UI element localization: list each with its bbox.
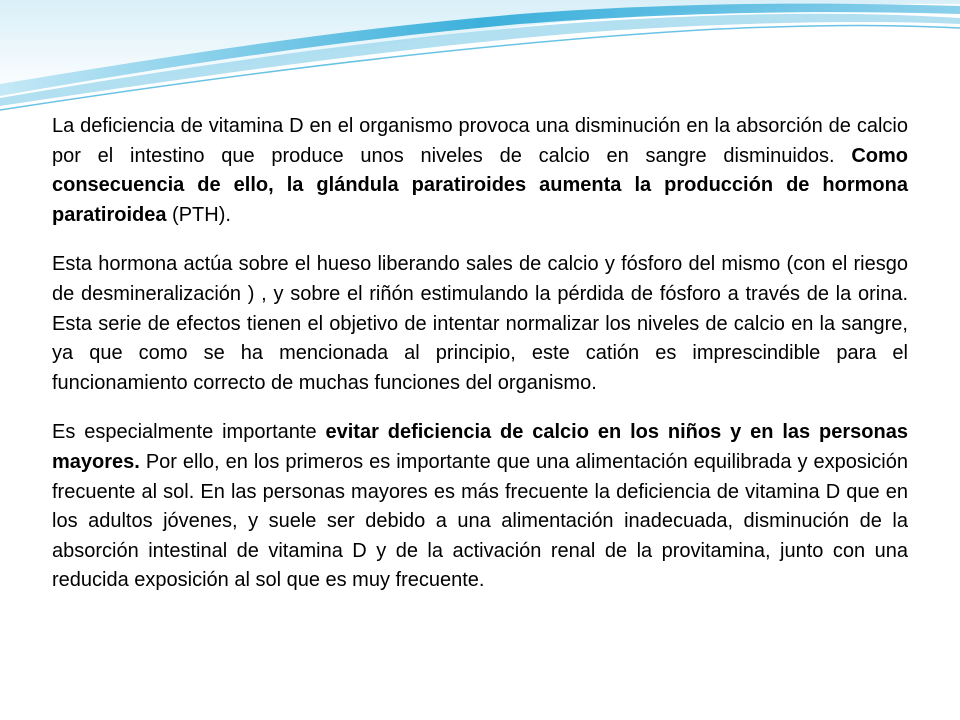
paragraph-3 xyxy=(52,418,908,596)
paragraph-2: Esta hormona actúa sobre el hueso liberando sales de calcio y fósforo del mismo (con el riesgo de desmineralización ) , y sobre el riñón estimulando la pérdida de fósforo a través de la orina. Esta serie de efectos tienen el objetivo de intentar normalizar los niveles de calcio en la sangre, ya que como se ha mencionada al principio, este catión es imprescindible para el funcionamiento correcto de muchas funciones del organismo. xyxy=(52,253,908,394)
paragraph-3-tail: Por ello, en los primeros es importante que una alimentación equilibrada y exposición frecuente al sol. En las personas mayores es más frecuente la deficiencia de vitamina D que en los adultos jóvenes, y suele ser debido a una alimentación inadecuada, disminución de la absorción intestinal de vitamina D y de la activación renal de la provitamina, junto con una reducida exposición al sol que es muy frecuente. xyxy=(52,450,908,592)
paragraph-3-text: Es especialmente importante xyxy=(52,421,326,444)
paragraph-3-emphasis: evitar deficiencia de calcio en los niños y en las personas mayores. xyxy=(52,421,908,473)
header-wave-decoration xyxy=(0,0,960,120)
body-text xyxy=(52,112,908,616)
paragraph-1 xyxy=(52,112,908,230)
paragraph-1-emphasis: Como consecuencia de ello, la glándula paratiroides aumenta la producción de hormona paratiroidea xyxy=(52,144,908,226)
paragraph-1-tail: (PTH). xyxy=(166,203,231,226)
paragraph-1-text: La deficiencia de vitamina D en el organismo provoca una disminución en la absorción de calcio por el intestino que produce unos niveles de calcio en sangre disminuidos. xyxy=(52,115,908,167)
